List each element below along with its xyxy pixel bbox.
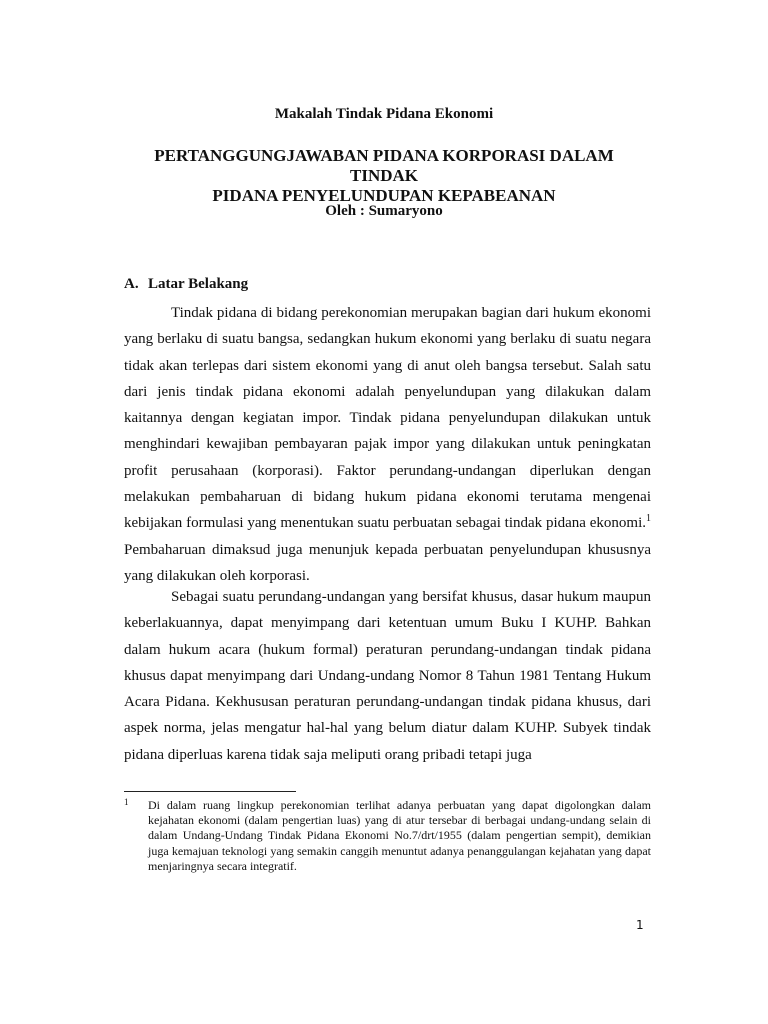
document-subject: Makalah Tindak Pidana Ekonomi [274, 106, 494, 122]
paragraph-1 [124, 300, 651, 589]
footnote [124, 798, 651, 874]
footnote-divider [124, 791, 296, 792]
paragraph-1-text: Tindak pidana di bidang perekonomian merupakan bagian dari hukum ekonomi yang berlaku di suatu bangsa, sedangkan hukum ekonomi yang berlaku di suatu negara tidak akan terlepas dari sistem ekonomi yang di anut oleh bangsa tersebut. Salah satu dari jenis tindak pidana ekonomi adalah penyelundupan yang dilakukan dalam kaitannya dengan kegiatan impor. Tindak pidana penyelundupan dilakukan untuk menghindari kewajiban pembayaran pajak impor yang dilakukan untuk peningkatan profit perusahaan (korporasi). Faktor perundang-undangan diperlukan dengan melakukan pembaharuan di bidang hukum pidana ekonomi terutama mengenai kebijakan formulasi yang menentukan suatu perbuatan sebagai tindak pidana ekonomi. [124, 305, 651, 532]
page-number: 1 [636, 918, 644, 932]
section-number: A. [124, 276, 139, 292]
title-line-1: PERTANGGUNGJAWABAN PIDANA KORPORASI DALAM TINDAK [154, 146, 614, 185]
section-title: Latar Belakang [148, 276, 249, 292]
paragraph-2-text: Sebagai suatu perundang-undangan yang bersifat khusus, dasar hukum maupun keberlakuannya, dapat menyimpang dari ketentuan umum Buku I KUHP. Bahkan dalam hukum acara (hukum formal) peraturan perundang-undangan tindak pidana khusus dapat menyimpang dari Undang-undang Nomor 8 Tahun 1981 Tentang Hukum Acara Pidana. Kekhususan peraturan perundang-undangan tindak pidana khusus, dari aspek norma, jelas mengatur hal-hal yang belum diatur dalam KUHP. Subyek tindak pidana diperluas karena tidak saja meliputi orang pribadi tetapi juga [124, 589, 651, 763]
footnote-number: 1 [124, 797, 129, 807]
document-title [120, 146, 648, 206]
footnote-reference[interactable]: 1 [646, 513, 651, 525]
footnote-text: Di dalam ruang lingkup perekonomian terlihat adanya perbuatan yang dapat digolongkan dalam kejahatan ekonomi (dalam pengertian luas) yang di atur tersebar di berbagai undang-undang selain di dalam Undang-Undang Tindak Pidana Ekonomi No.7/drt/1955 (dalam pengertian sempit), demikian juga kemajuan teknologi yang semakin canggih menuntut adanya penanggulangan kejahatan yang dapat menjaringnya secara integratif. [148, 798, 651, 873]
document-author: Oleh : Sumaryono [325, 203, 443, 219]
title-line-2: PIDANA PENYELUNDUPAN KEPABEANAN [212, 186, 556, 205]
paragraph-1-text-continued: Pembaharuan dimaksud juga menunjuk kepada perbuatan penyelundupan khususnya yang dilakukan oleh korporasi. [124, 541, 651, 584]
paragraph-2 [124, 584, 651, 768]
section-heading [124, 276, 248, 293]
